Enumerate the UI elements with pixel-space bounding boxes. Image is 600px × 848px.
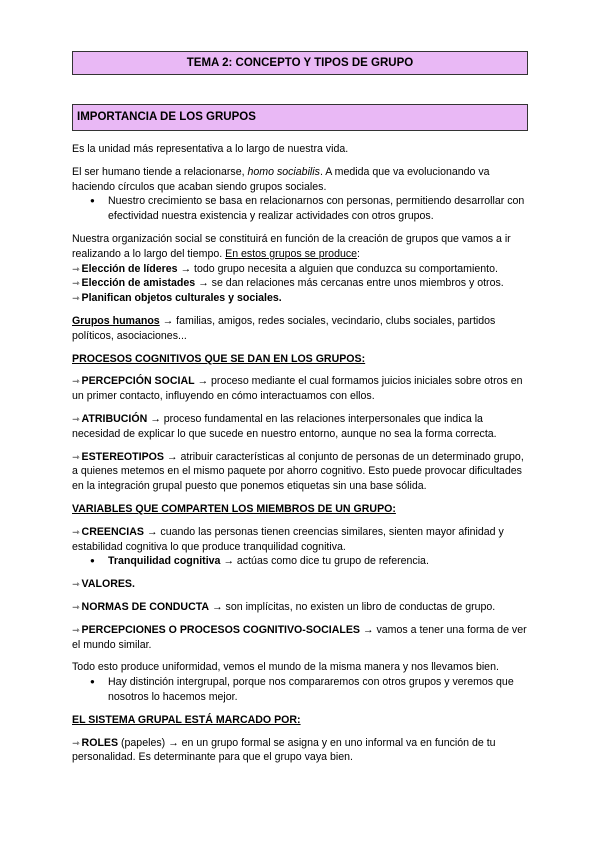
item-valores: ⇾ VALORES.	[72, 578, 135, 591]
arrow-bullet-icon: ⇾	[72, 413, 80, 424]
item-percepcion-social: ⇾ PERCEPCIÓN SOCIAL → proceso mediante el cual formamos juicios iniciales sobre otros en un primer contacto, influyendo en cómo interactuamos con ellos.	[72, 375, 523, 403]
item-eleccion-amistades: ⇾ Elección de amistades → se dan relaciones más cercanas entre unos miembros y otros.	[72, 277, 504, 290]
item-eleccion-lideres: ⇾ Elección de líderes → todo grupo necesita a alguien que conduzca su comportamiento.	[72, 262, 498, 275]
bullet-list-crecimiento	[72, 194, 532, 224]
item-creencias: ⇾ CREENCIAS → cuando las personas tienen creencias similares, sienten mayor afinidad y estabilidad cognitiva lo que produce tranquilidad cognitiva.	[72, 525, 504, 553]
heading-variables: VARIABLES QUE COMPARTEN LOS MIEMBROS DE UN GRUPO:	[72, 502, 396, 515]
arrow-bullet-icon: ⇾	[72, 624, 80, 635]
paragraph-organizacion: Nuestra organización social se constituirá en función de la creación de grupos que vamos a ir realizando a lo largo del tiempo. En estos grupos se produce:	[72, 232, 511, 260]
heading-procesos-cognitivos: PROCESOS COGNITIVOS QUE SE DAN EN LOS GRUPOS:	[72, 352, 366, 365]
item-percepciones: ⇾ PERCEPCIONES O PROCESOS COGNITIVO-SOCIALES → vamos a tener una forma de ver el mundo similar.	[72, 623, 527, 651]
bullet-list-intergrupal	[72, 675, 532, 705]
heading-sistema-grupal: EL SISTEMA GRUPAL ESTÁ MARCADO POR:	[72, 713, 301, 726]
list-item: ● Hay distinción intergrupal, porque nos compararemos con otros grupos y veremos que nosotros lo hacemos mejor.	[108, 675, 532, 705]
item-estereotipos: ⇾ ESTEREOTIPOS → atribuir características al conjunto de personas de un determinado grupo, a quienes metemos en el mismo paquete por ahorro cognitivo. Esto puede provocar dificultades en la integración grupal puesto que ponemos etiquetas sin una base sólida.	[72, 450, 524, 493]
arrow-bullet-icon: ⇾	[72, 293, 80, 304]
paragraph-uniformidad: Todo esto produce uniformidad, vemos el mundo de la misma manera y nos llevamos bien.	[72, 661, 499, 674]
section-title: IMPORTANCIA DE LOS GRUPOS	[72, 104, 528, 131]
homo-sociabilis-term: homo sociabilis	[247, 165, 320, 178]
arrow-bullet-icon: ⇾	[72, 579, 80, 590]
paragraph-homo-sociabilis: El ser humano tiende a relacionarse, homo sociabilis. A medida que va evolucionando va haciendo círculos que acaban siendo grupos sociales.	[72, 165, 490, 193]
item-planifican-objetos: ⇾ Planifican objetos culturales y sociales.	[72, 292, 282, 305]
arrow-bullet-icon: ⇾	[72, 263, 80, 274]
arrow-bullet-icon: ⇾	[72, 737, 80, 748]
item-atribucion: ⇾ ATRIBUCIÓN → proceso fundamental en las relaciones interpersonales que indica la necesidad de explicar lo que sucede en nuestro entorno, aunque no sea la forma correcta.	[72, 412, 497, 440]
arrow-bullet-icon: ⇾	[72, 526, 80, 537]
item-roles: ⇾ ROLES (papeles) → en un grupo formal se asigna y en uno informal va en función de tu personalidad. Es determinante para que el grupo vaya bien.	[72, 736, 496, 764]
paragraph-unidad: Es la unidad más representativa a lo largo de nuestra vida.	[72, 143, 349, 155]
bullet-list-tranquilidad	[72, 554, 532, 569]
list-item: ● Nuestro crecimiento se basa en relacionarnos con personas, permitiendo desarrollar con efectividad nuestra existencia y realizar actividades con otros grupos.	[108, 194, 532, 224]
arrow-bullet-icon: ⇾	[72, 376, 80, 387]
arrow-bullet-icon: ⇾	[72, 451, 80, 462]
item-normas-conducta: ⇾ NORMAS DE CONDUCTA → son implícitas, no existen un libro de conductas de grupo.	[72, 600, 496, 613]
document-title: TEMA 2: CONCEPTO Y TIPOS DE GRUPO	[72, 51, 528, 75]
arrow-bullet-icon: ⇾	[72, 601, 80, 612]
document-body	[72, 142, 532, 765]
arrow-bullet-icon: ⇾	[72, 278, 80, 289]
list-item: ● Tranquilidad cognitiva → actúas como dice tu grupo de referencia.	[108, 554, 532, 569]
paragraph-grupos-humanos: Grupos humanos → familias, amigos, redes sociales, vecindario, clubs sociales, partidos políticos, asociaciones...	[72, 314, 496, 342]
